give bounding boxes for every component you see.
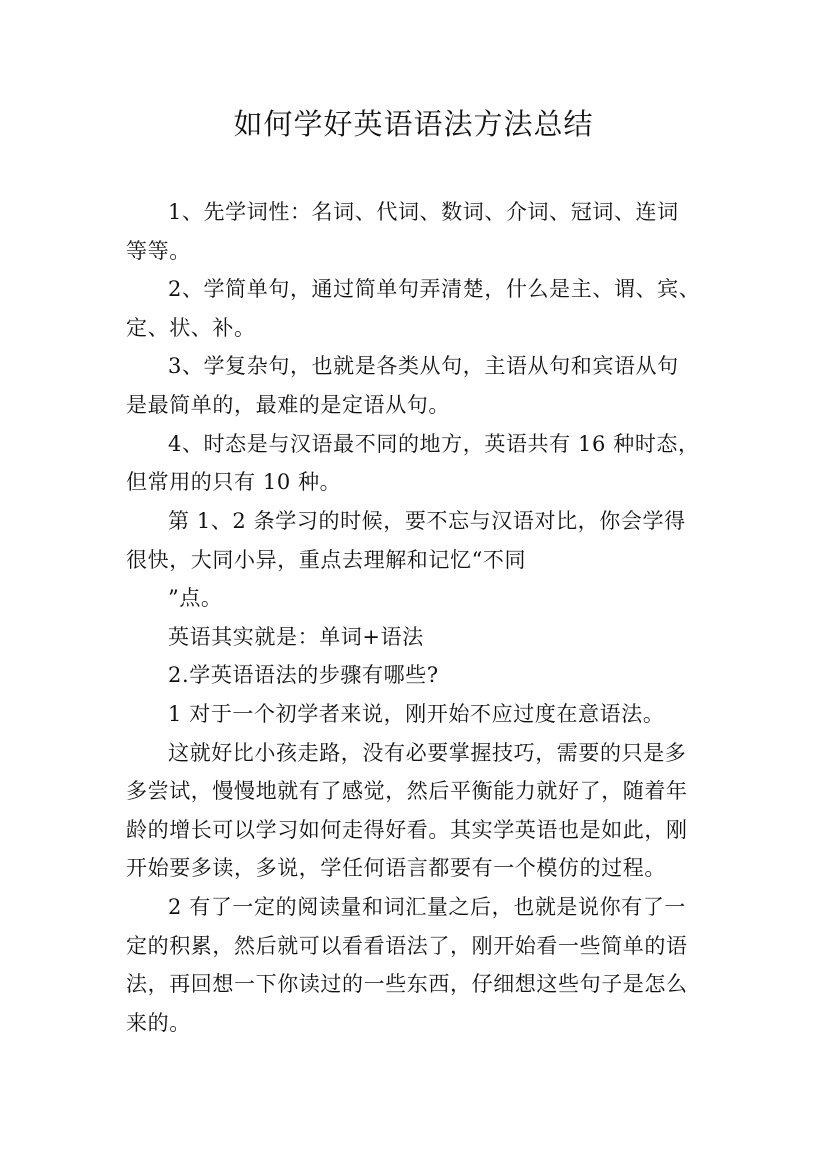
paragraph-line: 4、时态是与汉语最不同的地方，英语共有 16 种时态， xyxy=(168,432,700,456)
paragraph-line: 法，再回想一下你读过的一些东西，仔细想这些句子是怎么 xyxy=(126,972,688,996)
paragraph-line: 龄的增长可以学习如何走得好看。其实学英语也是如此，刚 xyxy=(126,818,688,842)
paragraph-line: 但常用的只有 10 种。 xyxy=(126,470,342,494)
paragraph-line: 是最简单的，最难的是定语从句。 xyxy=(126,393,450,417)
paragraph-line: ”点。 xyxy=(168,586,223,610)
paragraph-line: 这就好比小孩走路，没有必要掌握技巧，需要的只是多 xyxy=(168,741,687,765)
paragraph-line: 来的。 xyxy=(126,1011,191,1035)
paragraph-line: 开始要多读，多说，学任何语言都要有一个模仿的过程。 xyxy=(126,856,666,880)
paragraph-line: 1、先学词性：名词、代词、数词、介词、冠词、连词 xyxy=(168,200,679,224)
paragraph-line: 2 有了一定的阅读量和词汇量之后，也就是说你有了一 xyxy=(168,895,687,919)
paragraph-line: 第 1、2 条学习的时候，要不忘与汉语对比，你会学得 xyxy=(168,509,686,533)
paragraph-line: 2、学简单句，通过简单句弄清楚，什么是主、谓、宾、 xyxy=(168,277,701,301)
paragraph-line: 2.学英语语法的步骤有哪些? xyxy=(168,663,439,687)
paragraph-line: 很快，大同小异，重点去理解和记忆“不同 xyxy=(126,548,527,572)
paragraph-line: 3、学复杂句，也就是各类从句，主语从句和宾语从句 xyxy=(168,354,679,378)
paragraph-line: 多尝试，慢慢地就有了感觉，然后平衡能力就好了，随着年 xyxy=(126,779,688,803)
paragraph-line: 1 对于一个初学者来说，刚开始不应过度在意语法。 xyxy=(168,702,665,726)
paragraph-line: 英语其实就是：单词+语法 xyxy=(168,625,424,649)
document-title: 如何学好英语语法方法总结 xyxy=(233,107,594,141)
paragraph-line: 定、状、补。 xyxy=(126,316,256,340)
paragraph-line: 等等。 xyxy=(126,239,191,263)
paragraph-line: 定的积累，然后就可以看看语法了，刚开始看一些简单的语 xyxy=(126,934,688,958)
